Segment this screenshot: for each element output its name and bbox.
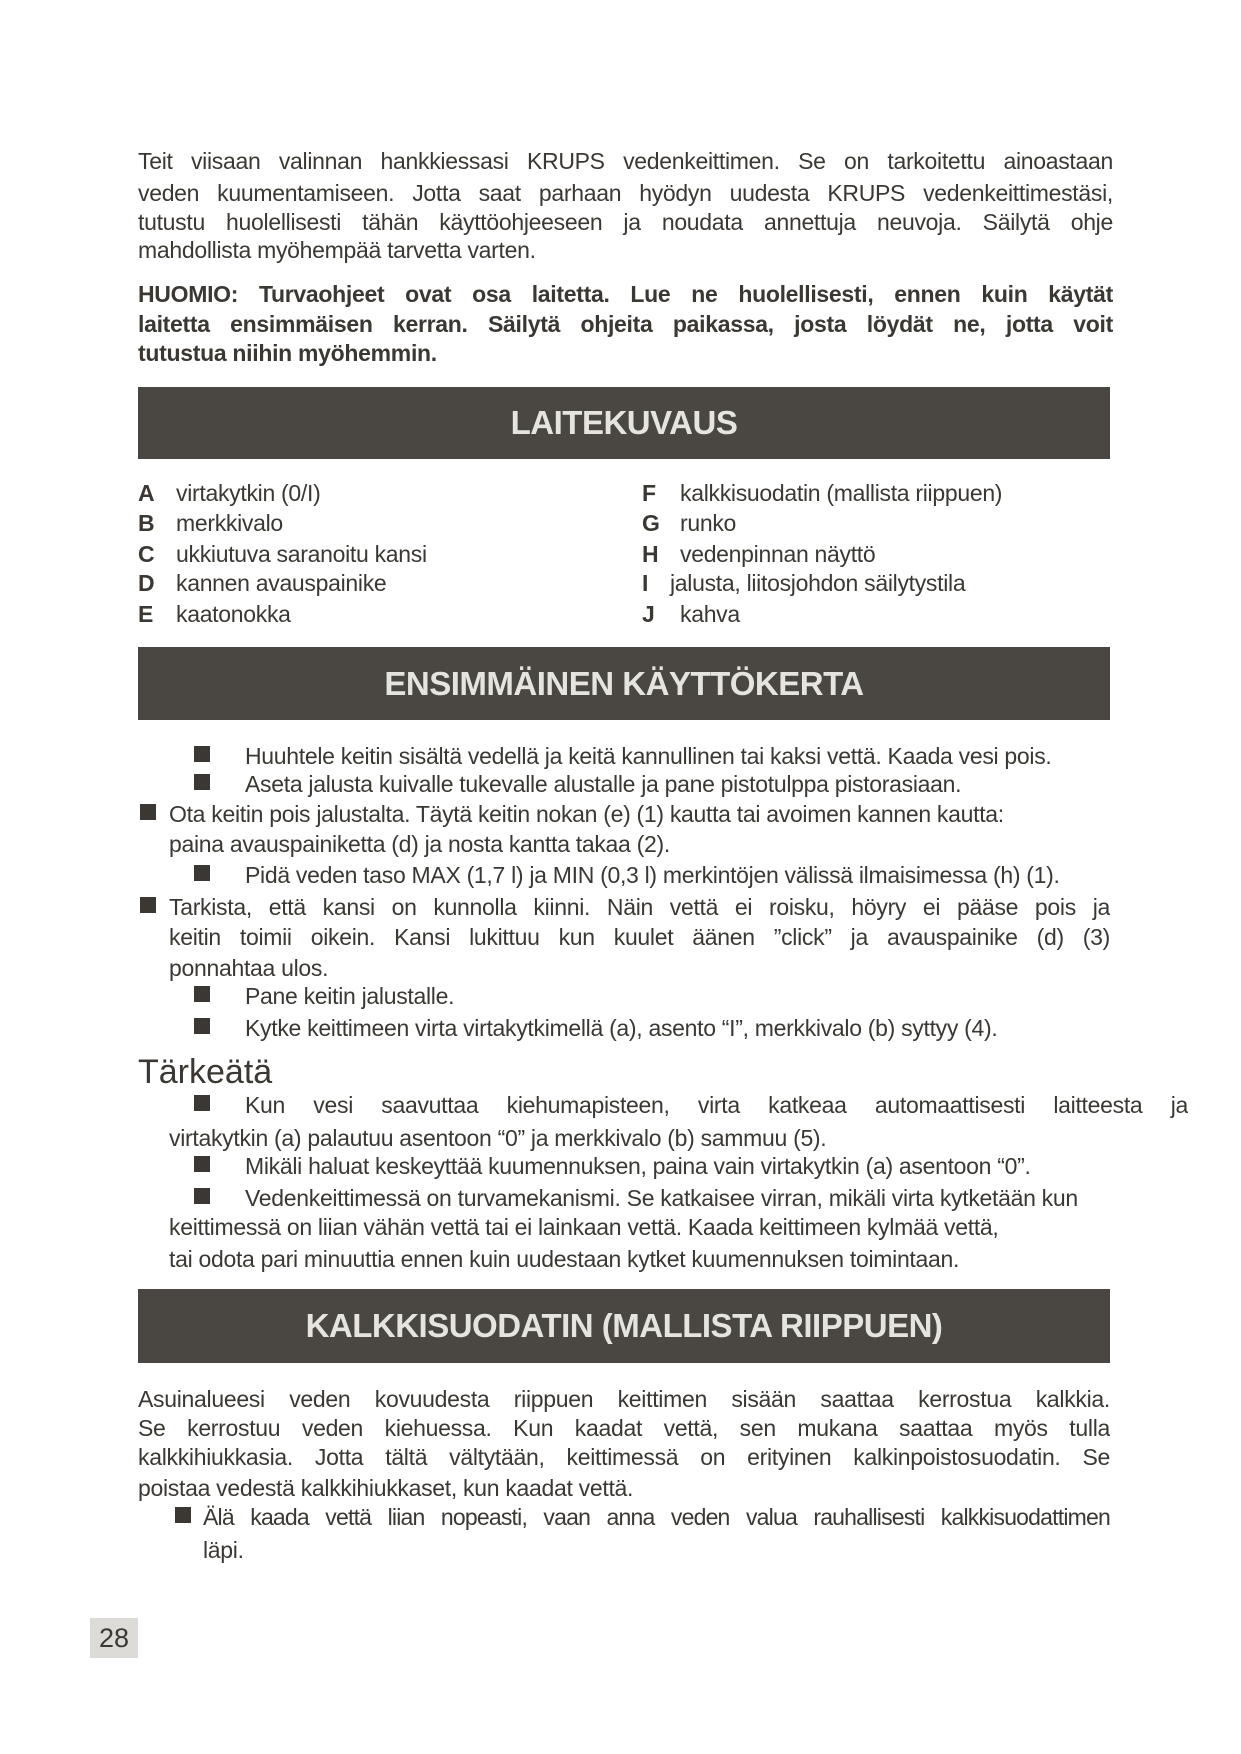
part-item [138, 540, 427, 568]
part-text: merkkivalo [176, 510, 283, 536]
list-item-cont: virtakytkin (a) palautuu asentoon “0” ja merkkivalo (b) sammuu (5). [169, 1125, 827, 1151]
intro-line: tutustu huolellisesti tähän käyttöohjeeseen ja noudata annettuja neuvoja. Säilytä ohje [138, 209, 1113, 235]
bullet-square-icon [194, 746, 210, 762]
section-header-first-use: ENSIMMÄINEN KÄYTTÖKERTA [138, 647, 1110, 720]
bullet-square-icon [140, 804, 156, 820]
list-item: Kun vesi saavuttaa kiehumapisteen, virta katkeaa automaattisesti laitteesta ja [245, 1092, 1188, 1118]
part-text: jalusta, liitosjohdon säilytystila [670, 570, 966, 596]
bullet-square-icon [194, 1095, 210, 1111]
list-item: Ota keitin pois jalustalta. Täytä keitin nokan (e) (1) kautta tai avoimen kannen kautta: [169, 801, 1004, 827]
part-letter: C [138, 541, 155, 567]
intro-line: mahdollista myöhempää tarvetta varten. [138, 237, 536, 263]
filter-line: poistaa vedestä kalkkihiukkaset, kun kaadat vettä. [138, 1475, 634, 1501]
part-letter: E [138, 601, 154, 627]
list-item-cont: läpi. [203, 1537, 244, 1563]
bullet-square-icon [194, 1018, 210, 1034]
section-header-laitekuvaus: LAITEKUVAUS [138, 387, 1110, 459]
intro-line: Teit viisaan valinnan hankkiessasi KRUPS vedenkeittimen. Se on tarkoitettu ainoastaan [138, 148, 1113, 174]
warning-line: laitetta ensimmäisen kerran. Säilytä ohjeita paikassa, josta löydät ne, jotta voit [138, 311, 1113, 337]
list-item-cont: keittimessä on liian vähän vettä tai ei lainkaan vettä. Kaada keittimeen kylmää vettä, [169, 1214, 999, 1240]
part-item [642, 509, 736, 537]
part-item [642, 540, 875, 568]
list-item: Vedenkeittimessä on turvamekanismi. Se katkaisee virran, mikäli virta kytketään kun [245, 1185, 1078, 1211]
list-item-cont: tai odota pari minuuttia ennen kuin uudestaan kytket kuumennuksen toimintaan. [169, 1246, 960, 1272]
bullet-square-icon [175, 1507, 191, 1523]
part-text: kannen avauspainike [176, 570, 387, 596]
bullet-square-icon [194, 865, 210, 881]
part-letter: D [138, 570, 155, 596]
part-text: ukkiutuva saranoitu kansi [176, 541, 427, 567]
bullet-square-icon [194, 1188, 210, 1204]
list-item: Tarkista, että kansi on kunnolla kiinni. Näin vettä ei roisku, höyry ei pääse pois ja [169, 894, 1110, 920]
part-item [138, 479, 320, 507]
list-item: Aseta jalusta kuivalle tukevalle alustalle ja pane pistotulppa pistorasiaan. [245, 771, 962, 797]
part-letter: I [642, 570, 649, 596]
part-item [138, 509, 283, 537]
intro-line: veden kuumentamiseen. Jotta saat parhaan hyödyn uudesta KRUPS vedenkeittimestäsi, [138, 180, 1113, 206]
part-letter: A [138, 480, 155, 506]
important-heading: Tärkeätä [138, 1053, 273, 1091]
part-text: kaatonokka [176, 601, 291, 627]
filter-line: kalkkihiukkasia. Jotta tältä vältytään, keittimessä on erityinen kalkinpoistosuodatin. Se [138, 1444, 1110, 1470]
part-letter: G [642, 510, 660, 536]
part-text: virtakytkin (0/I) [176, 480, 321, 506]
bullet-square-icon [140, 897, 156, 913]
part-letter: H [642, 541, 659, 567]
list-item-cont: paina avauspainiketta (d) ja nosta kantta takaa (2). [169, 831, 670, 857]
part-item [642, 569, 965, 597]
part-text: vedenpinnan näyttö [680, 541, 876, 567]
warning-line: HUOMIO: Turvaohjeet ovat osa laitetta. Lue ne huolellisesti, ennen kuin käytät [138, 281, 1113, 307]
part-item [642, 479, 1002, 507]
bullet-square-icon [194, 986, 210, 1002]
page-number: 28 [90, 1618, 138, 1658]
list-item: Älä kaada vettä liian nopeasti, vaan anna veden valua rauhallisesti kalkkisuodattimen [203, 1504, 1110, 1530]
list-item: Mikäli haluat keskeyttää kuumennuksen, paina vain virtakytkin (a) asentoon “0”. [245, 1153, 1031, 1179]
list-item: Pane keitin jalustalle. [245, 983, 455, 1009]
list-item: Pidä veden taso MAX (1,7 l) ja MIN (0,3 l) merkintöjen välissä ilmaisimessa (h) (1). [245, 862, 1060, 888]
bullet-square-icon [194, 774, 210, 790]
part-item [138, 600, 291, 628]
part-letter: B [138, 510, 155, 536]
section-header-filter: KALKKISUODATIN (MALLISTA RIIPPUEN) [138, 1289, 1110, 1363]
part-item [138, 569, 386, 597]
list-item: Kytke keittimeen virta virtakytkimellä (a), asento “I”, merkkivalo (b) syttyy (4). [245, 1015, 998, 1041]
warning-line: tutustua niihin myöhemmin. [138, 340, 437, 366]
bullet-square-icon [194, 1156, 210, 1172]
list-item-cont: keitin toimii oikein. Kansi lukittuu kun kuulet äänen ”click” ja avauspainike (d) (3) [169, 924, 1110, 950]
part-letter: F [642, 480, 656, 506]
filter-line: Asuinalueesi veden kovuudesta riippuen keittimen sisään saattaa kerrostua kalkkia. [138, 1386, 1110, 1412]
part-item [642, 600, 740, 628]
part-text: kahva [680, 601, 740, 627]
filter-line: Se kerrostuu veden kiehuessa. Kun kaadat vettä, sen mukana saattaa myös tulla [138, 1415, 1110, 1441]
part-letter: J [642, 601, 655, 627]
part-text: runko [680, 510, 737, 536]
list-item-cont: ponnahtaa ulos. [169, 955, 329, 981]
list-item: Huuhtele keitin sisältä vedellä ja keitä kannullinen tai kaksi vettä. Kaada vesi pois. [245, 743, 1052, 769]
part-text: kalkkisuodatin (mallista riippuen) [680, 480, 1003, 506]
